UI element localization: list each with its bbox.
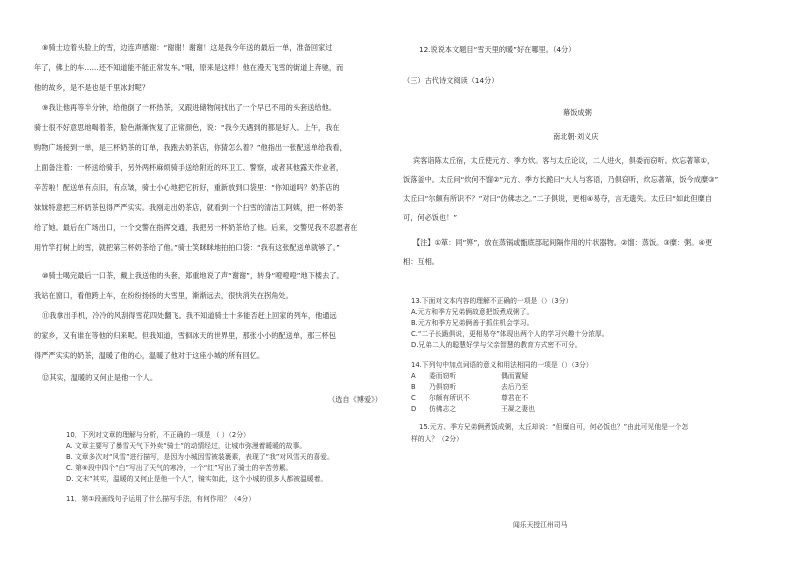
paragraph-9-line: 辛苦啦！配送单有点旧，有点皱，骑士小心地把它折好，重新放到口袋里：“你知道吗？奶茶店的 bbox=[34, 183, 340, 192]
question-14-option-right: 尊君在不 bbox=[501, 394, 529, 402]
poem-line: 饭落釜中。太丘问“炊何不馏②”元方、季方长跪曰“大人与客语，乃俱窃听，炊忘著箪，饭今成糜③” bbox=[403, 175, 719, 184]
question-14-option-right: 偶而置疑 bbox=[501, 372, 529, 380]
question-14-option-left: 仿佛志之 bbox=[429, 405, 457, 413]
question-14-option-right: 去后乃至 bbox=[501, 383, 529, 391]
question-13-option: A.元方和季方兄弟俩故意把饭煮成粥了。 bbox=[411, 308, 534, 316]
poem-line: 可，何必饭也！” bbox=[403, 213, 458, 222]
question-14-option-label: C bbox=[411, 394, 416, 402]
paragraph-10-line: 我站在窗口，看他跨上车，在纷纷扬扬的大雪里，渐渐远去，很快消失在拐角处。 bbox=[34, 291, 293, 300]
paragraph-10-line: ⑩骑士喝完最后一口茶，戴上我送他的头套，郑重地说了声“谢谢”，转身“噔噔噔”地下楼去了。 bbox=[42, 271, 344, 280]
question-14-option-left: 委而窃听 bbox=[429, 372, 457, 380]
poem-line: 宾客诣陈太丘宿，太丘使元方、季方炊。客与太丘论议，二人进火，俱委而窃听。炊忘著箪①， bbox=[413, 156, 715, 165]
paragraph-12: ⑫其实，温暖的又何止是他一个人。 bbox=[42, 373, 158, 382]
question-14-stem: 14.下列句中加点词语的意义和用法相同的一项是（）（3分） bbox=[411, 361, 593, 369]
question-13-option: B.元方和季方兄弟俩善于抓住机会学习。 bbox=[411, 319, 534, 327]
question-14-option-label: B bbox=[411, 383, 416, 391]
question-14-option-left: 乃俱窃听 bbox=[429, 383, 457, 391]
section-heading: （三）古代诗文阅读（14分） bbox=[403, 76, 499, 85]
question-15-line: 15.元方、季方兄弟俩煮饭成粥，太丘却说：“但糜自可，何必饭也？”由此可见他是一个怎 bbox=[419, 423, 689, 431]
question-14-option-label: A bbox=[411, 372, 416, 380]
paragraph-9-line: 给了她。最后在广场出口，一个交警在指挥交通，我把另一杯奶茶给了他。后来，交警见我不忍愿者在 bbox=[34, 223, 358, 232]
paragraph-9-line: 妹妹特意把三杯奶茶包得严严实实。我刚走出奶茶店，就看到一个扫雪的清洁工阿姨，把一杯奶茶 bbox=[34, 203, 344, 212]
paragraph-9-line: 购物广场接到一单，是三杯奶茶的订单，我跑去奶茶店，你猜怎么着？”他指出一张配送单给我看， bbox=[34, 143, 347, 152]
question-14-option-label: D bbox=[411, 405, 417, 413]
paragraph-11-line: 得严严实实的奶茶，温暖了他的心，温暖了他对于这座小城的所有回忆。 bbox=[34, 351, 265, 360]
question-10-option: A. 文章主要写了暴雪天气下外卖“骑士”的动情经过，让城市弥漫着暖暖的故事。 bbox=[66, 442, 307, 450]
paragraph-11-line: ⑪我拿出手机，冷冷的风刮得雪花四处翻飞。我不知道骑士十多能否赶上回家的列车，他通远 bbox=[42, 311, 337, 320]
footer-text: 闻乐天授江州司马 bbox=[513, 521, 568, 529]
paragraph-9-line: 上面备注着：一杯送给骑手，另外两杯麻烦骑手送给附近的环卫工、警察，或者其他露天作业者， bbox=[34, 163, 344, 172]
question-10-option: C. 第⑥段中四个“白”写出了天气的寒冷，一个“红”写出了骑士的辛苦劳累。 bbox=[66, 464, 293, 472]
paragraph-9-line: 用竹竿打树上的雪，就把第三杯奶茶给了他。”骑士笑眯眯地拍拍口袋：“我有这张配送单就够了。” bbox=[34, 243, 340, 252]
question-12: 12.说说本文题目“雪天里的暖”好在哪里。（4分） bbox=[419, 45, 576, 54]
poem-line: 太丘曰“尔颇有所识不？”对曰“仿佛志之。”二子俱说，更相④易夺，言无遗失。太丘曰“如此但糜自 bbox=[403, 194, 712, 203]
question-10-option: D. 文末“其实，温暖的又何止是他一个人”，镜实如此，这个小城的很多人都被温暖着。 bbox=[66, 475, 328, 483]
question-15-line: 样的人？（2分） bbox=[411, 435, 463, 443]
paragraph-8-line: 年了，佛上的车……还不知道能不能正常发车。”哦，原来是这样！他在漫天飞雪的街道上奔驰，而 bbox=[34, 63, 344, 72]
question-13-option: C.“二子长跪俱说，更相易夺”体现出两个人的学习兴趣十分浓厚。 bbox=[411, 330, 609, 338]
question-14-option-left: 尔颇有所识不 bbox=[429, 394, 470, 402]
paragraph-11-line: 的家乡，又有谁在等他的归来呢。但我知道，雪徊冰天的世界里，那张小小的配送单，那三杯包 bbox=[34, 331, 336, 340]
question-14-option-right: 王凝之妻也 bbox=[501, 405, 535, 413]
annotation-line: 【注】①箪：同“箅”，放在蒸锅或甑底部起间隔作用的片状器物。②馏：蒸饭。③糜：粥。④更 bbox=[413, 238, 713, 247]
source-note: （选自《博爱》） bbox=[328, 395, 382, 404]
paragraph-9-line: 骑士很不好意思地喝着茶，脸色渐渐恢复了正常颜色，说：“我今天遇到的都是好人。上午，我在 bbox=[34, 123, 340, 132]
paragraph-8-line: 他的故乡，是不是也是千里冰封呢？ bbox=[34, 83, 150, 92]
poem-author: 南北朝·刘义庆 bbox=[553, 132, 599, 141]
paragraph-8-line: ⑧骑士边着头脸上的雪，边连声感谢：“谢谢！谢谢！这是我今年送的最后一单，准备回家过 bbox=[42, 43, 333, 52]
paragraph-9-line: ⑨我让他再等半分钟，给他倒了一杯热茶，又跟进储物间找出了一个早已不用的头套送给他。 bbox=[42, 103, 336, 112]
question-10-option: B. 文章多次对“风雪”进行描写，是因为小城因雪被装裹素，表现了“我”对风雪天的喜爱。 bbox=[66, 453, 334, 461]
poem-title: 幕饭成粥 bbox=[563, 108, 592, 117]
question-13-stem: 13.下面对文本内容的理解不正确的一项是（）（3分） bbox=[411, 297, 573, 305]
question-11: 11．第①段画线句子运用了什么描写手法，有何作用？（4分） bbox=[66, 495, 255, 503]
annotation-line: 相：互相。 bbox=[403, 257, 439, 266]
question-10-stem: 10．下列对文章的理解与分析，不正确的一项是 （ ）（2分） bbox=[66, 431, 250, 439]
question-13-option: D.兄弟二人的聪慧好学与父亲智慧的教育方式密不可分。 bbox=[411, 341, 582, 349]
